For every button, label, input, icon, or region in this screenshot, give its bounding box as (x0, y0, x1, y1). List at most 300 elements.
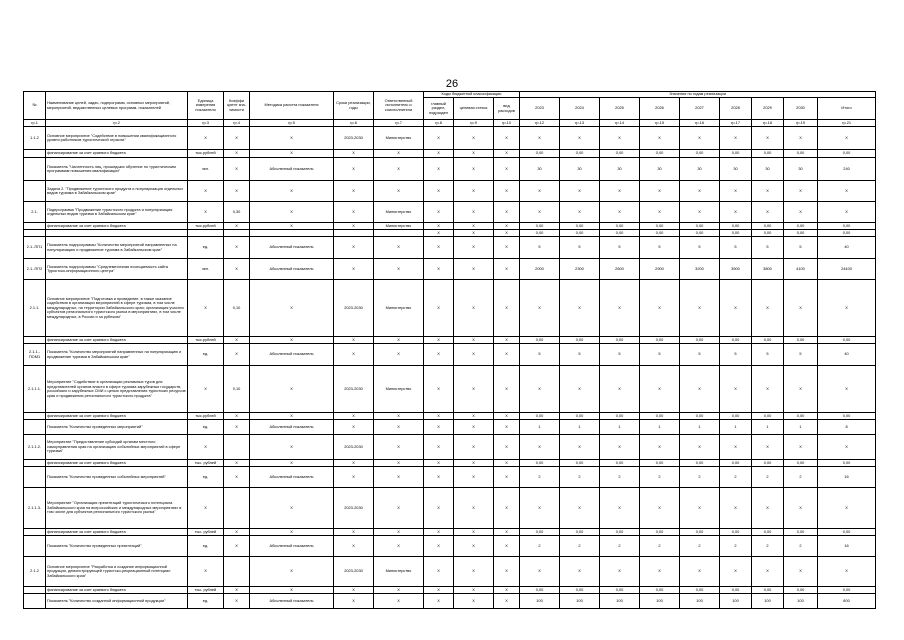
table-cell: X (494, 230, 520, 237)
table-cell: 5 (784, 237, 818, 259)
table-cell: X (720, 366, 752, 413)
table-cell: X (334, 150, 374, 158)
table-cell: 30 (680, 158, 720, 181)
header-budget-article: целевая статья (454, 98, 494, 120)
table-cell: 0,00 (752, 460, 784, 467)
table-row (24, 237, 876, 259)
table-cell: 0,00 (752, 230, 784, 237)
table-cell: X (334, 223, 374, 230)
column-number: гр.18 (752, 120, 784, 127)
table-cell: X (424, 460, 454, 467)
table-cell: 5 (640, 237, 680, 259)
table-cell: X (720, 202, 752, 223)
table-cell: X (680, 557, 720, 587)
table-cell: 0,00 (520, 529, 560, 536)
table-cell: тыс.рублей (188, 223, 224, 230)
header-exec: Ответственный исполнитель и соисполнители (374, 92, 424, 120)
header-year: 2030 (784, 98, 818, 120)
table-row (24, 181, 876, 202)
table-cell: X (454, 460, 494, 467)
table-cell: Абсолютный показатель (250, 420, 334, 435)
table-cell: X (494, 460, 520, 467)
column-number: гр.1 (24, 120, 46, 127)
table-cell: 0,00 (818, 223, 876, 230)
column-number: гр.12 (520, 120, 560, 127)
table-cell: X (424, 529, 454, 536)
row-number-cell (24, 230, 46, 237)
table-cell: X (250, 337, 334, 344)
row-number-cell (24, 420, 46, 435)
table-cell: X (188, 557, 224, 587)
table-cell: 5 (640, 344, 680, 366)
table-cell: X (720, 488, 752, 529)
table-cell: 0,00 (818, 413, 876, 420)
table-cell: 0,00 (818, 587, 876, 594)
table-cell: X (752, 280, 784, 337)
table-cell: X (454, 230, 494, 237)
table-cell: X (640, 181, 680, 202)
table-cell: тыс.рублей (188, 337, 224, 344)
table-cell: X (560, 435, 600, 460)
table-cell: X (424, 237, 454, 259)
row-name-cell: Подпрограмма "Продвижение туристского продукта и популяризация отдельных видов туризма в Забайкальском крае" (46, 202, 188, 223)
table-cell: 2 (680, 536, 720, 557)
table-cell: 0,00 (680, 150, 720, 158)
table-cell: X (454, 587, 494, 594)
table-cell: X (640, 366, 680, 413)
table-cell: X (250, 587, 334, 594)
table-cell: X (720, 557, 752, 587)
table-cell: 0,00 (600, 587, 640, 594)
table-cell: X (494, 467, 520, 488)
row-name-cell: Показатель "Численность лиц, прошедших обучение по туристическим программам повышения квалификации" (46, 158, 188, 181)
table-cell: X (424, 280, 454, 337)
table-cell: 0,00 (680, 460, 720, 467)
table-cell: 2 (784, 536, 818, 557)
table-cell: X (250, 413, 334, 420)
table-cell: ед. (188, 237, 224, 259)
table-cell: 0,00 (720, 230, 752, 237)
row-name-cell: Показатель "Количество проведенных презентаций" (46, 536, 188, 557)
table-cell: X (454, 413, 494, 420)
table-cell: X (334, 413, 374, 420)
table-cell: X (454, 259, 494, 280)
row-number-cell (24, 158, 46, 181)
table-cell: 0,00 (640, 587, 680, 594)
table-cell: X (424, 587, 454, 594)
table-cell: 0,30 (224, 202, 250, 223)
table-cell: X (454, 594, 494, 609)
table-cell: Абсолютный показатель (250, 158, 334, 181)
page-number: 26 (445, 78, 459, 90)
table-cell: X (424, 344, 454, 366)
table-cell: 0,00 (600, 460, 640, 467)
table-cell: X (454, 223, 494, 230)
table-cell: 1 (640, 420, 680, 435)
table-cell: X (374, 181, 424, 202)
table-cell: X (600, 557, 640, 587)
table-cell: X (784, 557, 818, 587)
table-cell: 5 (720, 237, 752, 259)
table-cell: 3200 (680, 259, 720, 280)
table-cell: X (224, 127, 250, 150)
table-cell: 0,00 (752, 529, 784, 536)
table-cell: X (424, 223, 454, 230)
table-cell: 0,00 (680, 337, 720, 344)
table-cell: X (250, 127, 334, 150)
table-cell: X (784, 366, 818, 413)
table-cell: X (224, 420, 250, 435)
table-cell: X (454, 529, 494, 536)
table-cell: Министерство (374, 280, 424, 337)
row-name-cell: Мероприятие "Содействие в организации рекламных туров для представителей органов власти в сфере туризма зарубежных государств, российских и зарубежных СМИ с целью представления туристских ресурсов края и продвижения регионального туристского продукта" (46, 366, 188, 413)
table-cell: 0,00 (720, 223, 752, 230)
table-cell: 0,00 (520, 223, 560, 230)
table-cell: 0,00 (600, 413, 640, 420)
table-cell: 0,00 (720, 460, 752, 467)
table-cell: X (454, 181, 494, 202)
table-cell (224, 435, 250, 460)
table-cell: 5 (680, 344, 720, 366)
table-cell: X (680, 488, 720, 529)
table-row (24, 587, 876, 594)
table-cell: X (250, 150, 334, 158)
table-cell: X (494, 413, 520, 420)
table-row (24, 420, 876, 435)
table-cell: X (424, 230, 454, 237)
table-cell: X (494, 127, 520, 150)
table-cell: 2 (520, 467, 560, 488)
column-number: гр.16 (680, 120, 720, 127)
table-cell (224, 557, 250, 587)
table-cell: X (224, 536, 250, 557)
table-cell: X (640, 557, 680, 587)
table-cell: X (494, 435, 520, 460)
table-row (24, 594, 876, 609)
row-name-cell: Мероприятие "Организация презентаций туристического потенциала Забайкальского края на всероссийских и международных мероприятиях в том числе для субъектов регионального туристского рынка" (46, 488, 188, 529)
table-cell: X (224, 413, 250, 420)
table-cell: 0,00 (600, 150, 640, 158)
table-cell: 0,00 (560, 587, 600, 594)
table-cell: 100 (560, 594, 600, 609)
table-cell: 100 (680, 594, 720, 609)
table-cell: 2 (680, 467, 720, 488)
table-cell: 2 (752, 536, 784, 557)
table-cell: X (374, 413, 424, 420)
table-cell: 5 (752, 344, 784, 366)
table-cell: X (454, 420, 494, 435)
row-number-cell: 2.1.-ПП1 (24, 237, 46, 259)
table-cell: 0,00 (720, 587, 752, 594)
table-cell: X (454, 536, 494, 557)
table-row (24, 529, 876, 536)
table-cell: 1 (752, 420, 784, 435)
table-cell: X (818, 557, 876, 587)
table-cell: X (752, 557, 784, 587)
table-cell: X (640, 202, 680, 223)
table-cell: 0,00 (640, 460, 680, 467)
table-cell: тыс. рублей (188, 460, 224, 467)
table-cell: X (454, 557, 494, 587)
table-cell: 2 (752, 467, 784, 488)
table-body (24, 127, 876, 609)
table-cell: 0,00 (752, 413, 784, 420)
row-name-cell: Основное мероприятие "Содействие в повышении квалификационного уровня работников туристической отрасли" (46, 127, 188, 150)
table-cell: X (250, 460, 334, 467)
header-method: Методика расчета показателя (250, 92, 334, 120)
table-cell: X (784, 280, 818, 337)
row-number-cell (24, 460, 46, 467)
table-cell: 30 (784, 158, 818, 181)
table-cell: 2 (560, 467, 600, 488)
table-cell: X (454, 435, 494, 460)
table-cell: 2300 (560, 259, 600, 280)
table-cell: 2000 (520, 259, 560, 280)
table-cell: X (494, 420, 520, 435)
row-name-cell: Показатель "Количество мероприятий направленных на популяризацию и продвижение туризма в Забайкальском крае" (46, 344, 188, 366)
table-cell: Министерство (374, 223, 424, 230)
table-cell: X (520, 181, 560, 202)
header-year: 2026 (640, 98, 680, 120)
table-cell: X (424, 467, 454, 488)
table-cell: X (424, 557, 454, 587)
table-cell: 0,00 (720, 150, 752, 158)
table-cell: 0,00 (640, 223, 680, 230)
table-cell: 0,00 (560, 460, 600, 467)
table-cell: 5 (600, 344, 640, 366)
table-cell: 0,00 (520, 413, 560, 420)
header-year: 2023 (520, 98, 560, 120)
table-cell: X (454, 202, 494, 223)
table-cell: X (188, 181, 224, 202)
table-cell: 0,00 (720, 529, 752, 536)
row-number-cell (24, 181, 46, 202)
header-budget-group: Коды бюджетной классификации (424, 92, 520, 98)
table-cell: 5 (752, 237, 784, 259)
table-cell: X (600, 280, 640, 337)
table-row (24, 337, 876, 344)
table-cell: 5 (784, 344, 818, 366)
table-cell: X (680, 435, 720, 460)
table-cell: 0,00 (784, 460, 818, 467)
table-cell: X (424, 488, 454, 529)
table-cell: X (560, 488, 600, 529)
table-cell: X (424, 259, 454, 280)
table-cell: 0,00 (784, 150, 818, 158)
table-cell: X (600, 181, 640, 202)
table-cell: Абсолютный показатель (250, 237, 334, 259)
table-cell: Абсолютный показатель (250, 259, 334, 280)
table-cell: X (752, 435, 784, 460)
row-number-cell (24, 413, 46, 420)
row-name-cell: финансирование за счет краевого бюджета (46, 413, 188, 420)
table-cell: X (494, 536, 520, 557)
table-cell: X (752, 488, 784, 529)
table-cell: 0,00 (818, 460, 876, 467)
table-cell: 2023-2030 (334, 366, 374, 413)
table-cell: X (374, 460, 424, 467)
table-cell: X (454, 488, 494, 529)
table-row (24, 460, 876, 467)
table-cell: X (640, 127, 680, 150)
table-row (24, 280, 876, 337)
table-cell: X (250, 366, 334, 413)
row-number-cell (24, 594, 46, 609)
table-cell: 0,00 (520, 337, 560, 344)
table-cell: 5 (720, 344, 752, 366)
row-name-cell: финансирование за счет краевого бюджета (46, 150, 188, 158)
table-cell: 0,00 (560, 529, 600, 536)
table-cell: 100 (640, 594, 680, 609)
table-cell: 3800 (752, 259, 784, 280)
table-cell: тыс.рублей (188, 413, 224, 420)
table-cell: тыс.рублей (188, 150, 224, 158)
table-cell: 0,00 (752, 587, 784, 594)
table-row (24, 435, 876, 460)
table-cell: X (680, 202, 720, 223)
table-cell: X (784, 435, 818, 460)
header-term: Сроки реализации, годы (334, 92, 374, 120)
table-cell: X (494, 366, 520, 413)
table-cell: X (224, 587, 250, 594)
table-cell: X (784, 488, 818, 529)
table-row (24, 488, 876, 529)
table-row (24, 150, 876, 158)
table-cell: 0,00 (640, 413, 680, 420)
table-cell: 2023-2030 (334, 435, 374, 460)
table-cell: Министерство (374, 557, 424, 587)
table-cell: X (224, 344, 250, 366)
table-cell: X (374, 529, 424, 536)
table-cell: X (520, 435, 560, 460)
column-number: гр.3 (188, 120, 224, 127)
table-cell (374, 230, 424, 237)
table-cell: 0,00 (784, 413, 818, 420)
table-cell: 0,00 (520, 230, 560, 237)
table-cell: 30 (600, 158, 640, 181)
table-cell: X (334, 594, 374, 609)
table-cell: 800 (818, 594, 876, 609)
row-number-cell (24, 223, 46, 230)
table-cell: X (520, 557, 560, 587)
table-cell: 4100 (784, 259, 818, 280)
table-cell: X (784, 202, 818, 223)
table-cell: X (224, 150, 250, 158)
table-cell: X (374, 536, 424, 557)
table-cell: Абсолютный показатель (250, 344, 334, 366)
table-cell: 0,00 (680, 587, 720, 594)
table-cell: 2023-2030 (334, 280, 374, 337)
table-cell: X (334, 536, 374, 557)
table-cell: X (454, 467, 494, 488)
table-row (24, 467, 876, 488)
table-cell: X (374, 337, 424, 344)
table-cell: X (520, 280, 560, 337)
table-cell: 1 (720, 420, 752, 435)
column-number: гр.17 (720, 120, 752, 127)
table-row (24, 557, 876, 587)
table-cell: 0,00 (720, 413, 752, 420)
row-number-cell: 2.1.-ПП2 (24, 259, 46, 280)
table-cell: X (454, 280, 494, 337)
row-number-cell: 2.1. (24, 202, 46, 223)
row-number-cell: 2.1.1.-ПОМ1 (24, 344, 46, 366)
row-name-cell: финансирование за счет краевого бюджета (46, 460, 188, 467)
table-cell: 24400 (818, 259, 876, 280)
table-cell: X (374, 420, 424, 435)
table-cell: X (454, 158, 494, 181)
table-cell: X (424, 202, 454, 223)
table-cell: 100 (600, 594, 640, 609)
table-cell: X (520, 127, 560, 150)
row-name-cell: финансирование за счет краевого бюджета (46, 223, 188, 230)
table-cell: X (424, 413, 454, 420)
table-cell: X (454, 237, 494, 259)
table-cell: X (494, 587, 520, 594)
row-number-cell: 2.1.1.2. (24, 435, 46, 460)
table-cell: 0,00 (520, 150, 560, 158)
table-cell: 0,00 (640, 529, 680, 536)
table-cell: X (374, 594, 424, 609)
table-cell: 5 (520, 344, 560, 366)
table-cell: тыс. рублей (188, 529, 224, 536)
table-cell: 2 (720, 536, 752, 557)
column-number: гр.2 (46, 120, 188, 127)
row-name-cell: финансирование за счет краевого бюджета (46, 337, 188, 344)
table-cell: X (250, 223, 334, 230)
table-cell: 5 (680, 237, 720, 259)
row-name-cell: Показатель подпрограммы "Количество мероприятий направленных на популяризацию и продвижение туризма в Забайкальском крае" (46, 237, 188, 259)
table-cell: 0,00 (784, 587, 818, 594)
table-cell: 0,00 (600, 223, 640, 230)
table-cell: X (188, 435, 224, 460)
table-cell: X (224, 181, 250, 202)
header-budget-section: главный раздел, подраздел (424, 98, 454, 120)
table-cell: 30 (640, 158, 680, 181)
table-cell: X (560, 366, 600, 413)
table-cell: ед. (188, 594, 224, 609)
table-cell: 240 (818, 158, 876, 181)
row-number-cell (24, 536, 46, 557)
row-number-cell (24, 529, 46, 536)
row-name-cell (46, 230, 188, 237)
table-row (24, 223, 876, 230)
table-cell: 0,00 (818, 337, 876, 344)
table-cell: 16 (818, 536, 876, 557)
column-number: гр.5 (250, 120, 334, 127)
table-cell: X (752, 181, 784, 202)
table-cell (224, 488, 250, 529)
table-cell: X (454, 344, 494, 366)
table-cell: X (224, 259, 250, 280)
table-cell: 0,00 (720, 337, 752, 344)
table-cell: 0,00 (640, 150, 680, 158)
column-numbers-row (24, 120, 876, 127)
table-cell: X (224, 237, 250, 259)
table-cell: X (224, 529, 250, 536)
table-cell: X (520, 366, 560, 413)
table-cell: X (424, 366, 454, 413)
table-row (24, 127, 876, 150)
column-number: гр.15 (640, 120, 680, 127)
table-cell: X (374, 344, 424, 366)
table-cell: X (250, 557, 334, 587)
table-cell: X (494, 150, 520, 158)
table-cell: 5 (600, 237, 640, 259)
table-cell: 0,00 (752, 337, 784, 344)
table-cell: 1 (600, 420, 640, 435)
table-cell: 30 (752, 158, 784, 181)
